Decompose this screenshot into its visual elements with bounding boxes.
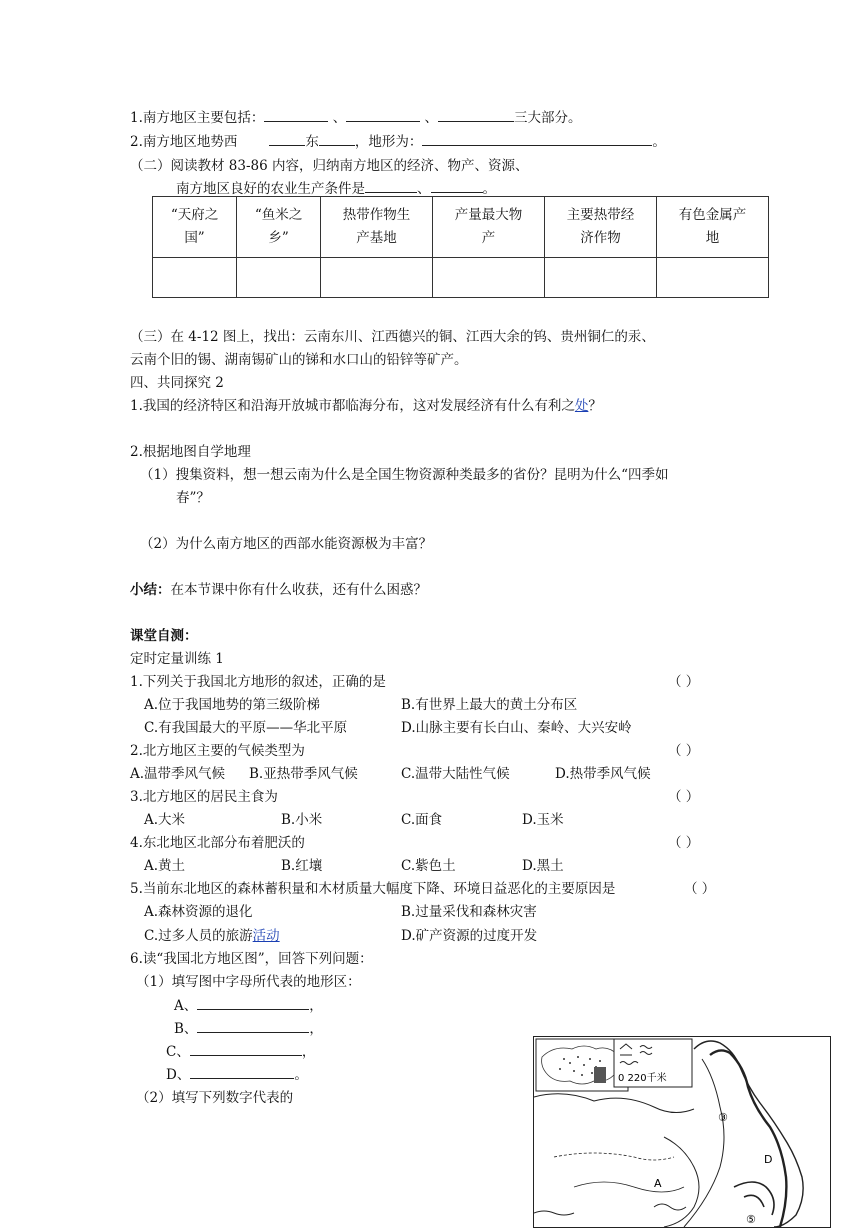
question-1: 1.南方地区主要包括： 、 、 三大部分。 — [130, 110, 582, 126]
quiz-2-option-a[interactable]: A.温带季风气候 — [130, 766, 226, 782]
table-cell[interactable] — [321, 258, 433, 298]
question-6-part2: （2）填写下列数字代表的 — [136, 1090, 294, 1106]
quiz-3-option-b[interactable]: B.小米 — [281, 812, 323, 828]
answer-line-c: C、 ， — [166, 1044, 316, 1060]
self-test-title: 课堂自测： — [130, 628, 198, 644]
blank[interactable] — [346, 109, 420, 122]
summary: 小结：在本节课中你有什么收获，还有什么困惑？ — [130, 582, 427, 598]
blank[interactable] — [431, 180, 483, 193]
section-4-q1: 1.我国的经济特区和沿海开放城市都临海分布，这对发展经济有什么有利之处？ — [130, 398, 602, 414]
northern-china-map — [533, 1036, 831, 1228]
table-header-cell: “鱼米之 乡” — [237, 197, 321, 258]
quiz-4-question: 4.东北地区北部分布着肥沃的 — [130, 835, 305, 851]
blank[interactable] — [422, 133, 652, 146]
quiz-2-option-c[interactable]: C.温带大陆性气候 — [401, 766, 510, 782]
answer-paren[interactable]: （ ） — [684, 881, 716, 897]
agriculture-table — [152, 196, 769, 298]
table-header-cell: “天府之 国” — [153, 197, 237, 258]
quiz-5-option-a[interactable]: A.森林资源的退化 — [144, 904, 253, 920]
section-4-q2-1b: 春”？ — [176, 490, 210, 506]
map-label-a: A — [654, 1177, 662, 1190]
map-drawing — [534, 1037, 830, 1227]
section-4-q2-1a: （1）搜集资料，想一想云南为什么是全国生物资源种类最多的省份？昆明为什么“四季如 — [140, 467, 669, 483]
quiz-5-question: 5.当前东北地区的森林蓄积量和木材质量大幅度下降、环境日益恶化的主要原因是 — [130, 881, 616, 897]
table-header-cell: 热带作物生 产基地 — [321, 197, 433, 258]
blank[interactable] — [190, 1066, 294, 1079]
section-3-line1: （三）在 4-12 图上，找出：云南东川、江西德兴的铜、江西大余的钨、贵州铜仁的汞、 — [130, 329, 655, 345]
answer-paren[interactable]: （ ） — [668, 743, 700, 759]
quiz-4-option-c[interactable]: C.紫色土 — [401, 858, 456, 874]
table-cell[interactable] — [545, 258, 657, 298]
blank[interactable] — [438, 109, 514, 122]
quiz-2-question: 2.北方地区主要的气候类型为 — [130, 743, 305, 759]
table-row — [153, 258, 769, 298]
blank[interactable] — [319, 133, 355, 146]
map-label-d: D — [764, 1153, 773, 1166]
quiz-3-option-a[interactable]: A.大米 — [144, 812, 186, 828]
blank[interactable] — [365, 180, 417, 193]
section-2-line2: 南方地区良好的农业生产条件是 、 。 — [176, 181, 496, 197]
section-2-line1: （二）阅读教材 83-86 内容，归纳南方地区的经济、物产、资源、 — [130, 158, 529, 174]
map-legend — [614, 1039, 692, 1087]
blank[interactable] — [190, 1043, 302, 1056]
answer-paren[interactable]: （ ） — [668, 674, 700, 690]
blank[interactable] — [197, 1020, 309, 1033]
question-6-title: 6.读“我国北方地区图”，回答下列问题： — [130, 951, 373, 967]
quiz-3-option-d[interactable]: D.玉米 — [522, 812, 564, 828]
question-2: 2.南方地区地势西 东 ，地形为： 。 — [130, 134, 666, 150]
quiz-5-option-c[interactable]: C.过多人员的旅游活动 — [144, 928, 280, 944]
table-header-row — [153, 197, 769, 258]
self-test-subtitle: 定时定量训练 1 — [130, 651, 224, 667]
quiz-5-option-d[interactable]: D.矿产资源的过度开发 — [401, 928, 538, 944]
table-cell[interactable] — [237, 258, 321, 298]
section-4-q2: 2.根据地图自学地理 — [130, 444, 251, 460]
quiz-1-option-b[interactable]: B.有世界上最大的黄土分布区 — [401, 697, 578, 713]
quiz-4-option-d[interactable]: D.黑土 — [522, 858, 564, 874]
answer-line-d: D、 。 — [166, 1067, 308, 1083]
section-4-title: 四、共同探究 2 — [130, 375, 224, 391]
blank[interactable] — [269, 133, 305, 146]
quiz-3-question: 3.北方地区的居民主食为 — [130, 789, 278, 805]
blank[interactable] — [264, 109, 328, 122]
quiz-4-option-b[interactable]: B.红壤 — [281, 858, 323, 874]
section-3-line2: 云南个旧的锡、湖南锡矿山的锑和水口山的铅锌等矿产。 — [130, 352, 468, 368]
map-scale-label: 0 220千米 — [618, 1073, 667, 1084]
quiz-1-option-d[interactable]: D.山脉主要有长白山、秦岭、大兴安岭 — [401, 720, 632, 736]
table-header-cell: 产量最大物 产 — [433, 197, 545, 258]
table-header-cell: 有色金属产 地 — [656, 197, 768, 258]
quiz-4-option-a[interactable]: A.黄土 — [144, 858, 186, 874]
question-6-part1: （1）填写图中字母所代表的地形区： — [136, 974, 361, 990]
quiz-1-question: 1.下列关于我国北方地形的叙述，正确的是 — [130, 674, 386, 690]
answer-paren[interactable]: （ ） — [668, 789, 700, 805]
blank[interactable] — [197, 997, 309, 1010]
table-cell[interactable] — [433, 258, 545, 298]
table-header-cell: 主要热带经 济作物 — [545, 197, 657, 258]
quiz-2-option-d[interactable]: D.热带季风气候 — [555, 766, 651, 782]
section-4-q2-2: （2）为什么南方地区的西部水能资源极为丰富？ — [140, 536, 433, 552]
quiz-5-option-b[interactable]: B.过量采伐和森林灾害 — [401, 904, 537, 920]
map-label-3: ③ — [718, 1111, 728, 1124]
link-chu[interactable]: 处 — [574, 398, 589, 414]
quiz-2-option-b[interactable]: B.亚热带季风气候 — [249, 766, 358, 782]
map-label-5: ⑤ — [746, 1213, 756, 1226]
table-cell[interactable] — [153, 258, 237, 298]
answer-line-a: A、 ， — [174, 998, 323, 1014]
quiz-3-option-c[interactable]: C.面食 — [401, 812, 443, 828]
link-huodong[interactable]: 活动 — [252, 928, 280, 944]
answer-line-b: B、 ， — [174, 1021, 323, 1037]
quiz-1-option-c[interactable]: C.有我国最大的平原——华北平原 — [144, 720, 348, 736]
quiz-1-option-a[interactable]: A.位于我国地势的第三级阶梯 — [144, 697, 321, 713]
answer-paren[interactable]: （ ） — [668, 835, 700, 851]
table-cell[interactable] — [656, 258, 768, 298]
